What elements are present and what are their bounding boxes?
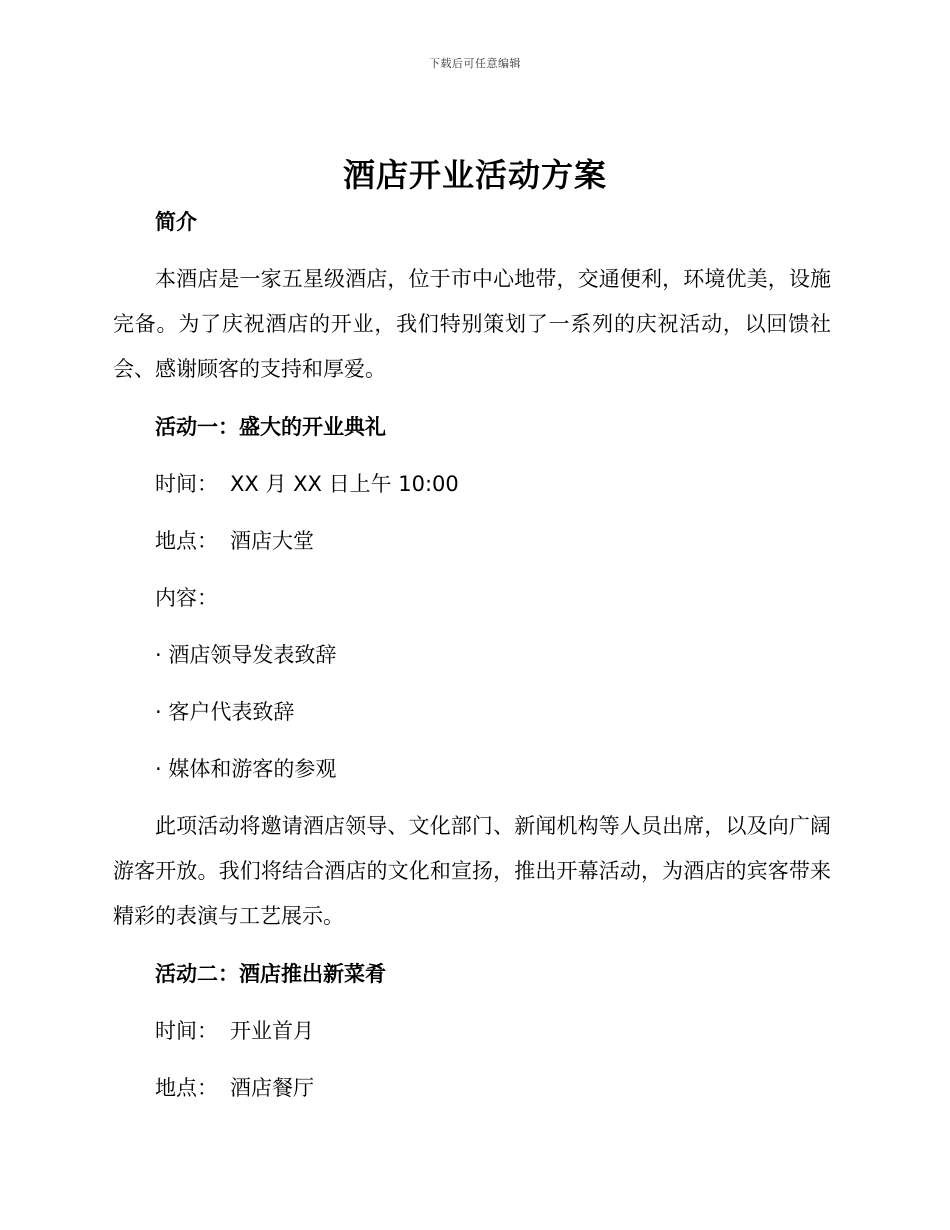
section-heading-intro: 简介 — [155, 210, 197, 234]
time-label: 时间： — [155, 472, 218, 496]
document-body — [113, 200, 831, 1110]
place-value: 酒店餐厅 — [230, 1076, 314, 1100]
activity-2-place — [113, 1066, 831, 1110]
time-value: 开业首月 — [230, 1019, 314, 1043]
place-label: 地点： — [155, 529, 218, 553]
activity-1-paragraph: 此项活动将邀请酒店领导、文化部门、新闻机构等人员出席，以及向广阔游客开放。我们将结合酒店的文化和宣扬，推出开幕活动，为酒店的宾客带来精彩的表演与工艺展示。 — [113, 814, 831, 928]
list-item: · 媒体和游客的参观 — [155, 757, 337, 781]
activity-1-place — [113, 519, 831, 563]
section-heading-activity-1: 活动一：盛大的开业典礼 — [155, 415, 386, 439]
intro-paragraph: 本酒店是一家五星级酒店，位于市中心地带，交通便利，环境优美，设施完备。为了庆祝酒店的开业，我们特别策划了一系列的庆祝活动，以回馈社会、感谢顾客的支持和厚爱。 — [113, 267, 831, 381]
list-item: · 酒店领导发表致辞 — [155, 643, 337, 667]
activity-1-time — [113, 462, 831, 506]
time-value: XX 月 XX 日上午 10:00 — [230, 472, 459, 496]
activity-2-time — [113, 1009, 831, 1053]
place-value: 酒店大堂 — [230, 529, 314, 553]
list-item: · 客户代表致辞 — [155, 700, 295, 724]
time-label: 时间： — [155, 1019, 218, 1043]
page-title: 酒店开业活动方案 — [342, 156, 607, 194]
place-label: 地点： — [155, 1076, 218, 1100]
section-heading-activity-2: 活动二：酒店推出新菜肴 — [155, 962, 386, 986]
header-note: 下载后可任意编辑 — [429, 57, 521, 70]
activity-1-content-label: 内容： — [155, 586, 218, 610]
